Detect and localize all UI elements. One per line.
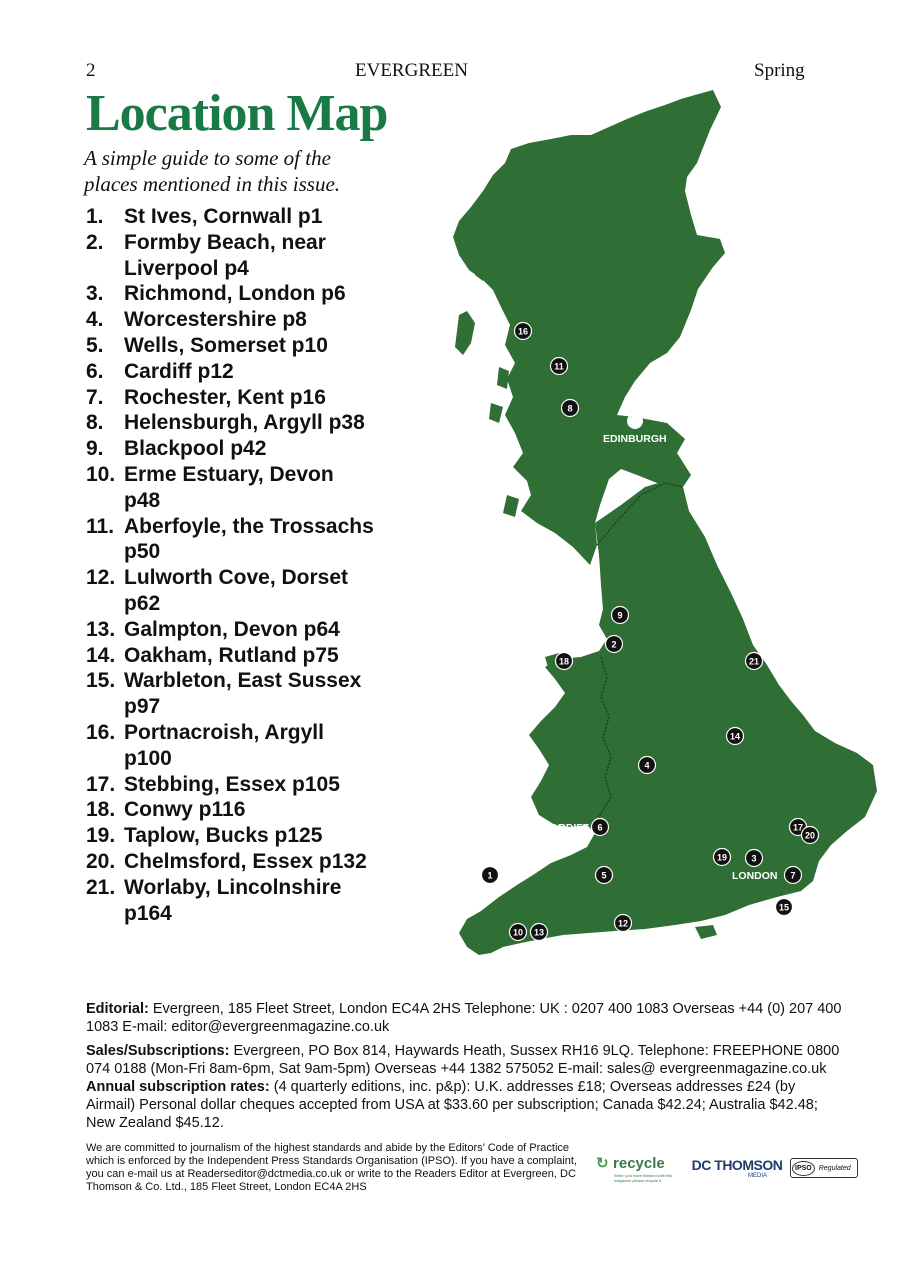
map-marker — [785, 867, 802, 884]
location-number: 4. — [86, 308, 104, 332]
location-number: 2. — [86, 230, 104, 254]
location-number: 16. — [86, 720, 116, 744]
editorial-info: Editorial: Evergreen, 185 Fleet Street, London EC4A 2HS Telephone: UK : 0207 400 1083 Overseas +44 (0) 207 400 1083 E-mail: editor@evergreenmagazine.co.uk — [86, 1001, 842, 1035]
location-item — [86, 514, 374, 566]
edinburgh-dot — [627, 413, 643, 429]
legal-notice: We are committed to journalism of the highest standards and abide by the Editors’ Code of Practice which is enforced by the Independent Press Standards Organisation (IPSO). If you have a complaint, you can e-mail us at Readerseditor@dctmedia.co.uk or write to the Readers Editor at Evergreen, DC Thomson & Co. Ltd., 185 Fleet Street, London EC4A 2HS — [86, 1142, 577, 1193]
recycle-tagline: When you have finished with this magazine please recycle it. — [614, 1173, 673, 1183]
svg-text:7: 7 — [790, 870, 796, 881]
svg-text:14: 14 — [729, 731, 741, 742]
location-name: Taplow, Bucks p125 — [124, 824, 323, 848]
location-item — [86, 875, 374, 927]
svg-text:17: 17 — [792, 822, 804, 833]
recycle-icon: ↻ — [596, 1155, 609, 1172]
location-item — [86, 410, 374, 436]
location-item — [86, 462, 374, 514]
location-name: Lulworth Cove, Dorset p62 — [124, 566, 349, 615]
map-marker — [482, 867, 499, 884]
svg-text:6: 6 — [597, 822, 603, 833]
location-number: 13. — [86, 617, 116, 641]
map-marker — [592, 819, 609, 836]
map-marker — [746, 850, 763, 867]
location-item — [86, 617, 374, 643]
svg-text:1: 1 — [487, 870, 493, 881]
recycle-logo: ↻ recycle When you have finished with this magazine please recycle it. — [596, 1154, 684, 1183]
svg-text:10: 10 — [512, 927, 524, 938]
location-name: Aberfoyle, the Trossachs p50 — [124, 514, 374, 564]
location-number: 17. — [86, 772, 116, 796]
svg-text:11: 11 — [554, 361, 564, 372]
map-marker — [551, 358, 568, 375]
location-number: 15. — [86, 669, 116, 693]
land — [453, 90, 877, 955]
location-name: Wells, Somerset p10 — [124, 333, 328, 357]
location-list — [86, 204, 374, 926]
location-item — [86, 307, 374, 333]
location-number: 5. — [86, 333, 104, 357]
svg-text:12: 12 — [617, 918, 629, 929]
location-number: 8. — [86, 411, 104, 435]
location-item — [86, 643, 374, 669]
location-item — [86, 436, 374, 462]
location-item — [86, 385, 374, 411]
map-marker — [612, 607, 629, 624]
map-marker — [727, 728, 744, 745]
location-name: Rochester, Kent p16 — [124, 385, 326, 409]
location-number: 1. — [86, 205, 104, 228]
location-number: 3. — [86, 282, 104, 306]
location-name: Warbleton, East Sussex p97 — [124, 669, 362, 719]
location-item — [86, 230, 374, 282]
location-name: Oakham, Rutland p75 — [124, 643, 339, 667]
location-item — [86, 823, 374, 849]
location-name: Formby Beach, near Liverpool p4 — [124, 230, 326, 280]
map-marker — [776, 899, 793, 916]
location-number: 12. — [86, 566, 116, 590]
location-number: 18. — [86, 798, 116, 822]
page-number: 2 — [86, 60, 96, 81]
magazine-name: EVERGREEN — [355, 60, 468, 81]
svg-text:5: 5 — [601, 870, 607, 881]
location-item — [86, 204, 374, 230]
svg-text:20: 20 — [804, 830, 816, 841]
map-marker — [615, 915, 632, 932]
location-item — [86, 333, 374, 359]
svg-text:16: 16 — [517, 326, 529, 337]
map-marker — [556, 653, 573, 670]
map-marker — [531, 924, 548, 941]
location-name: Erme Estuary, Devon p48 — [124, 462, 334, 512]
location-name: Chelmsford, Essex p132 — [124, 849, 367, 873]
dc-thomson-logo: DC THOMSON MEDIA — [691, 1157, 783, 1179]
season-label: Spring — [754, 60, 805, 81]
location-name: Worlaby, Lincolnshire p164 — [124, 875, 342, 925]
location-item — [86, 281, 374, 307]
location-number: 7. — [86, 385, 104, 409]
location-number: 9. — [86, 437, 104, 461]
location-item — [86, 797, 374, 823]
map-marker — [596, 867, 613, 884]
location-item — [86, 359, 374, 385]
map-marker — [515, 323, 532, 340]
location-name: Galmpton, Devon p64 — [124, 617, 340, 641]
city-label-london: LONDON — [732, 870, 778, 882]
location-name: Helensburgh, Argyll p38 — [124, 411, 365, 435]
map-marker — [510, 924, 527, 941]
location-item — [86, 668, 374, 720]
location-name: Blackpool p42 — [124, 437, 267, 461]
location-item — [86, 565, 374, 617]
location-name: Conwy p116 — [124, 798, 246, 822]
city-label-cardiff: CARDIFF — [543, 822, 590, 834]
ipso-logo: IPSO Regulated — [790, 1158, 858, 1178]
location-number: 14. — [86, 643, 116, 667]
svg-text:9: 9 — [617, 610, 623, 621]
uk-map — [395, 85, 885, 980]
location-name: Worcestershire p8 — [124, 308, 307, 332]
location-number: 20. — [86, 849, 116, 873]
location-item — [86, 720, 374, 772]
location-number: 11. — [86, 514, 115, 538]
svg-text:15: 15 — [778, 902, 790, 913]
subscription-info: Sales/Subscriptions: Evergreen, PO Box 814, Haywards Heath, Sussex RH16 9LQ. Telephone: FREEPHONE 0800 074 0188 (Mon-Fri 8am-6pm, Sat 9am-5pm) Overseas +44 1382 575052 E-mail: sales@ evergreenmagazine.co.uk Annual subscription rates: (4 quarterly editions, inc. p&p): U.K. addresses £18; Overseas addresses £24 (by Airmail) Personal dollar cheques accepted from USA at $33.60 per subscription; Canada $42.24; Australia $42.48; New Zealand $45.12. — [86, 1043, 840, 1131]
page-subtitle: A simple guide to some of the places mentioned in this issue. — [84, 146, 341, 196]
svg-text:19: 19 — [716, 852, 728, 863]
page-title: Location Map — [86, 85, 388, 142]
svg-text:4: 4 — [644, 760, 650, 771]
svg-text:3: 3 — [751, 853, 757, 864]
svg-text:21: 21 — [748, 656, 760, 667]
location-name: Portnacroish, Argyll p100 — [124, 720, 324, 770]
location-number: 19. — [86, 824, 116, 848]
location-number: 6. — [86, 359, 104, 383]
map-marker — [639, 757, 656, 774]
location-name: Stebbing, Essex p105 — [124, 772, 340, 796]
location-name: Richmond, London p6 — [124, 282, 346, 306]
map-marker — [746, 653, 763, 670]
svg-text:8: 8 — [567, 403, 573, 414]
city-label-edinburgh: EDINBURGH — [603, 433, 667, 445]
location-number: 21. — [86, 875, 116, 899]
map-marker — [562, 400, 579, 417]
location-item — [86, 772, 374, 798]
map-marker — [606, 636, 623, 653]
svg-text:2: 2 — [611, 639, 617, 650]
location-item — [86, 849, 374, 875]
map-marker — [802, 827, 819, 844]
svg-text:18: 18 — [558, 656, 570, 667]
location-number: 10. — [86, 462, 116, 486]
map-marker — [714, 849, 731, 866]
svg-text:13: 13 — [533, 927, 545, 938]
location-name: Cardiff p12 — [124, 359, 234, 383]
location-name: St Ives, Cornwall p1 — [124, 205, 323, 228]
